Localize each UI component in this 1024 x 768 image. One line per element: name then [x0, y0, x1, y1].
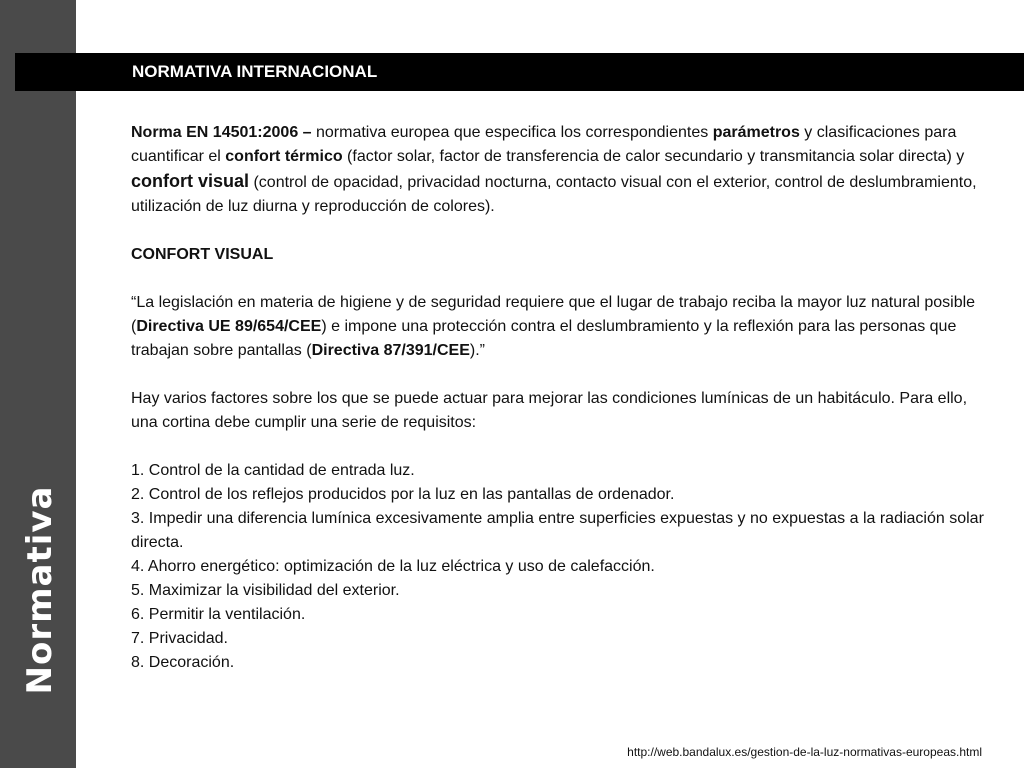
intro-text: normativa europea que especifica los correspondientes: [311, 124, 713, 141]
list-item: 4. Ahorro energético: optimización de la luz eléctrica y uso de calefacción.: [131, 558, 655, 575]
list-item: 7. Privacidad.: [131, 630, 228, 647]
norm-name: Norma EN 14501:2006 –: [131, 124, 312, 141]
directive-87-391: Directiva 87/391/CEE: [311, 342, 470, 359]
intro-paragraph: [131, 121, 993, 219]
factors-paragraph: Hay varios factores sobre los que se puede actuar para mejorar las condiciones lumínicas de un habitáculo. Para ello, una cortina debe cumplir una serie de requisitos:: [131, 390, 968, 431]
list-item: 5. Maximizar la visibilidad del exterior.: [131, 582, 400, 599]
quote-text: “La legislación en materia de higiene y de seguridad requiere que el lugar de trabajo reciba la mayor luz natural posible (: [131, 294, 976, 335]
list-item: 6. Permitir la ventilación.: [131, 606, 306, 623]
list-item: 1. Control de la cantidad de entrada luz.: [131, 462, 415, 479]
intro-text: (control de opacidad, privacidad nocturna, contacto visual con el exterior, control de deslumbramiento, utilización de luz diurna y reproducción de colores).: [131, 174, 977, 215]
list-item: 8. Decoración.: [131, 654, 235, 671]
term-parametros: parámetros: [712, 124, 800, 141]
page-title: NORMATIVA INTERNACIONAL: [132, 62, 378, 81]
list-item: 3. Impedir una diferencia lumínica excesivamente amplia entre superficies expuestas y no expuestas a la radiación solar directa.: [131, 510, 984, 551]
quote-text: ) e impone una protección contra el deslumbramiento y la reflexión para las personas que trabajan sobre pantallas (: [131, 318, 957, 359]
intro-text: y clasificaciones para cuantificar el: [131, 124, 957, 165]
term-confort-visual: confort visual: [131, 171, 250, 191]
section-heading: [131, 243, 993, 267]
title-bar: [15, 53, 1024, 91]
sidebar: [0, 0, 76, 768]
list-item: 2. Control de los reflejos producidos por la luz en las pantallas de ordenador.: [131, 486, 675, 503]
quote-text: ).”: [469, 342, 485, 359]
source-url: http://web.bandalux.es/gestion-de-la-luz-normativas-europeas.html: [627, 745, 982, 759]
directive-89-654: Directiva UE 89/654/CEE: [136, 318, 322, 335]
quote-paragraph: [131, 291, 993, 363]
slide-content: [131, 121, 993, 675]
intro-text: (factor solar, factor de transferencia de calor secundario y transmitancia solar directa) y: [342, 148, 965, 165]
section-heading-text: CONFORT VISUAL: [131, 246, 274, 263]
sidebar-label: Normativa: [20, 485, 60, 695]
term-confort-termico: confort térmico: [225, 148, 343, 165]
